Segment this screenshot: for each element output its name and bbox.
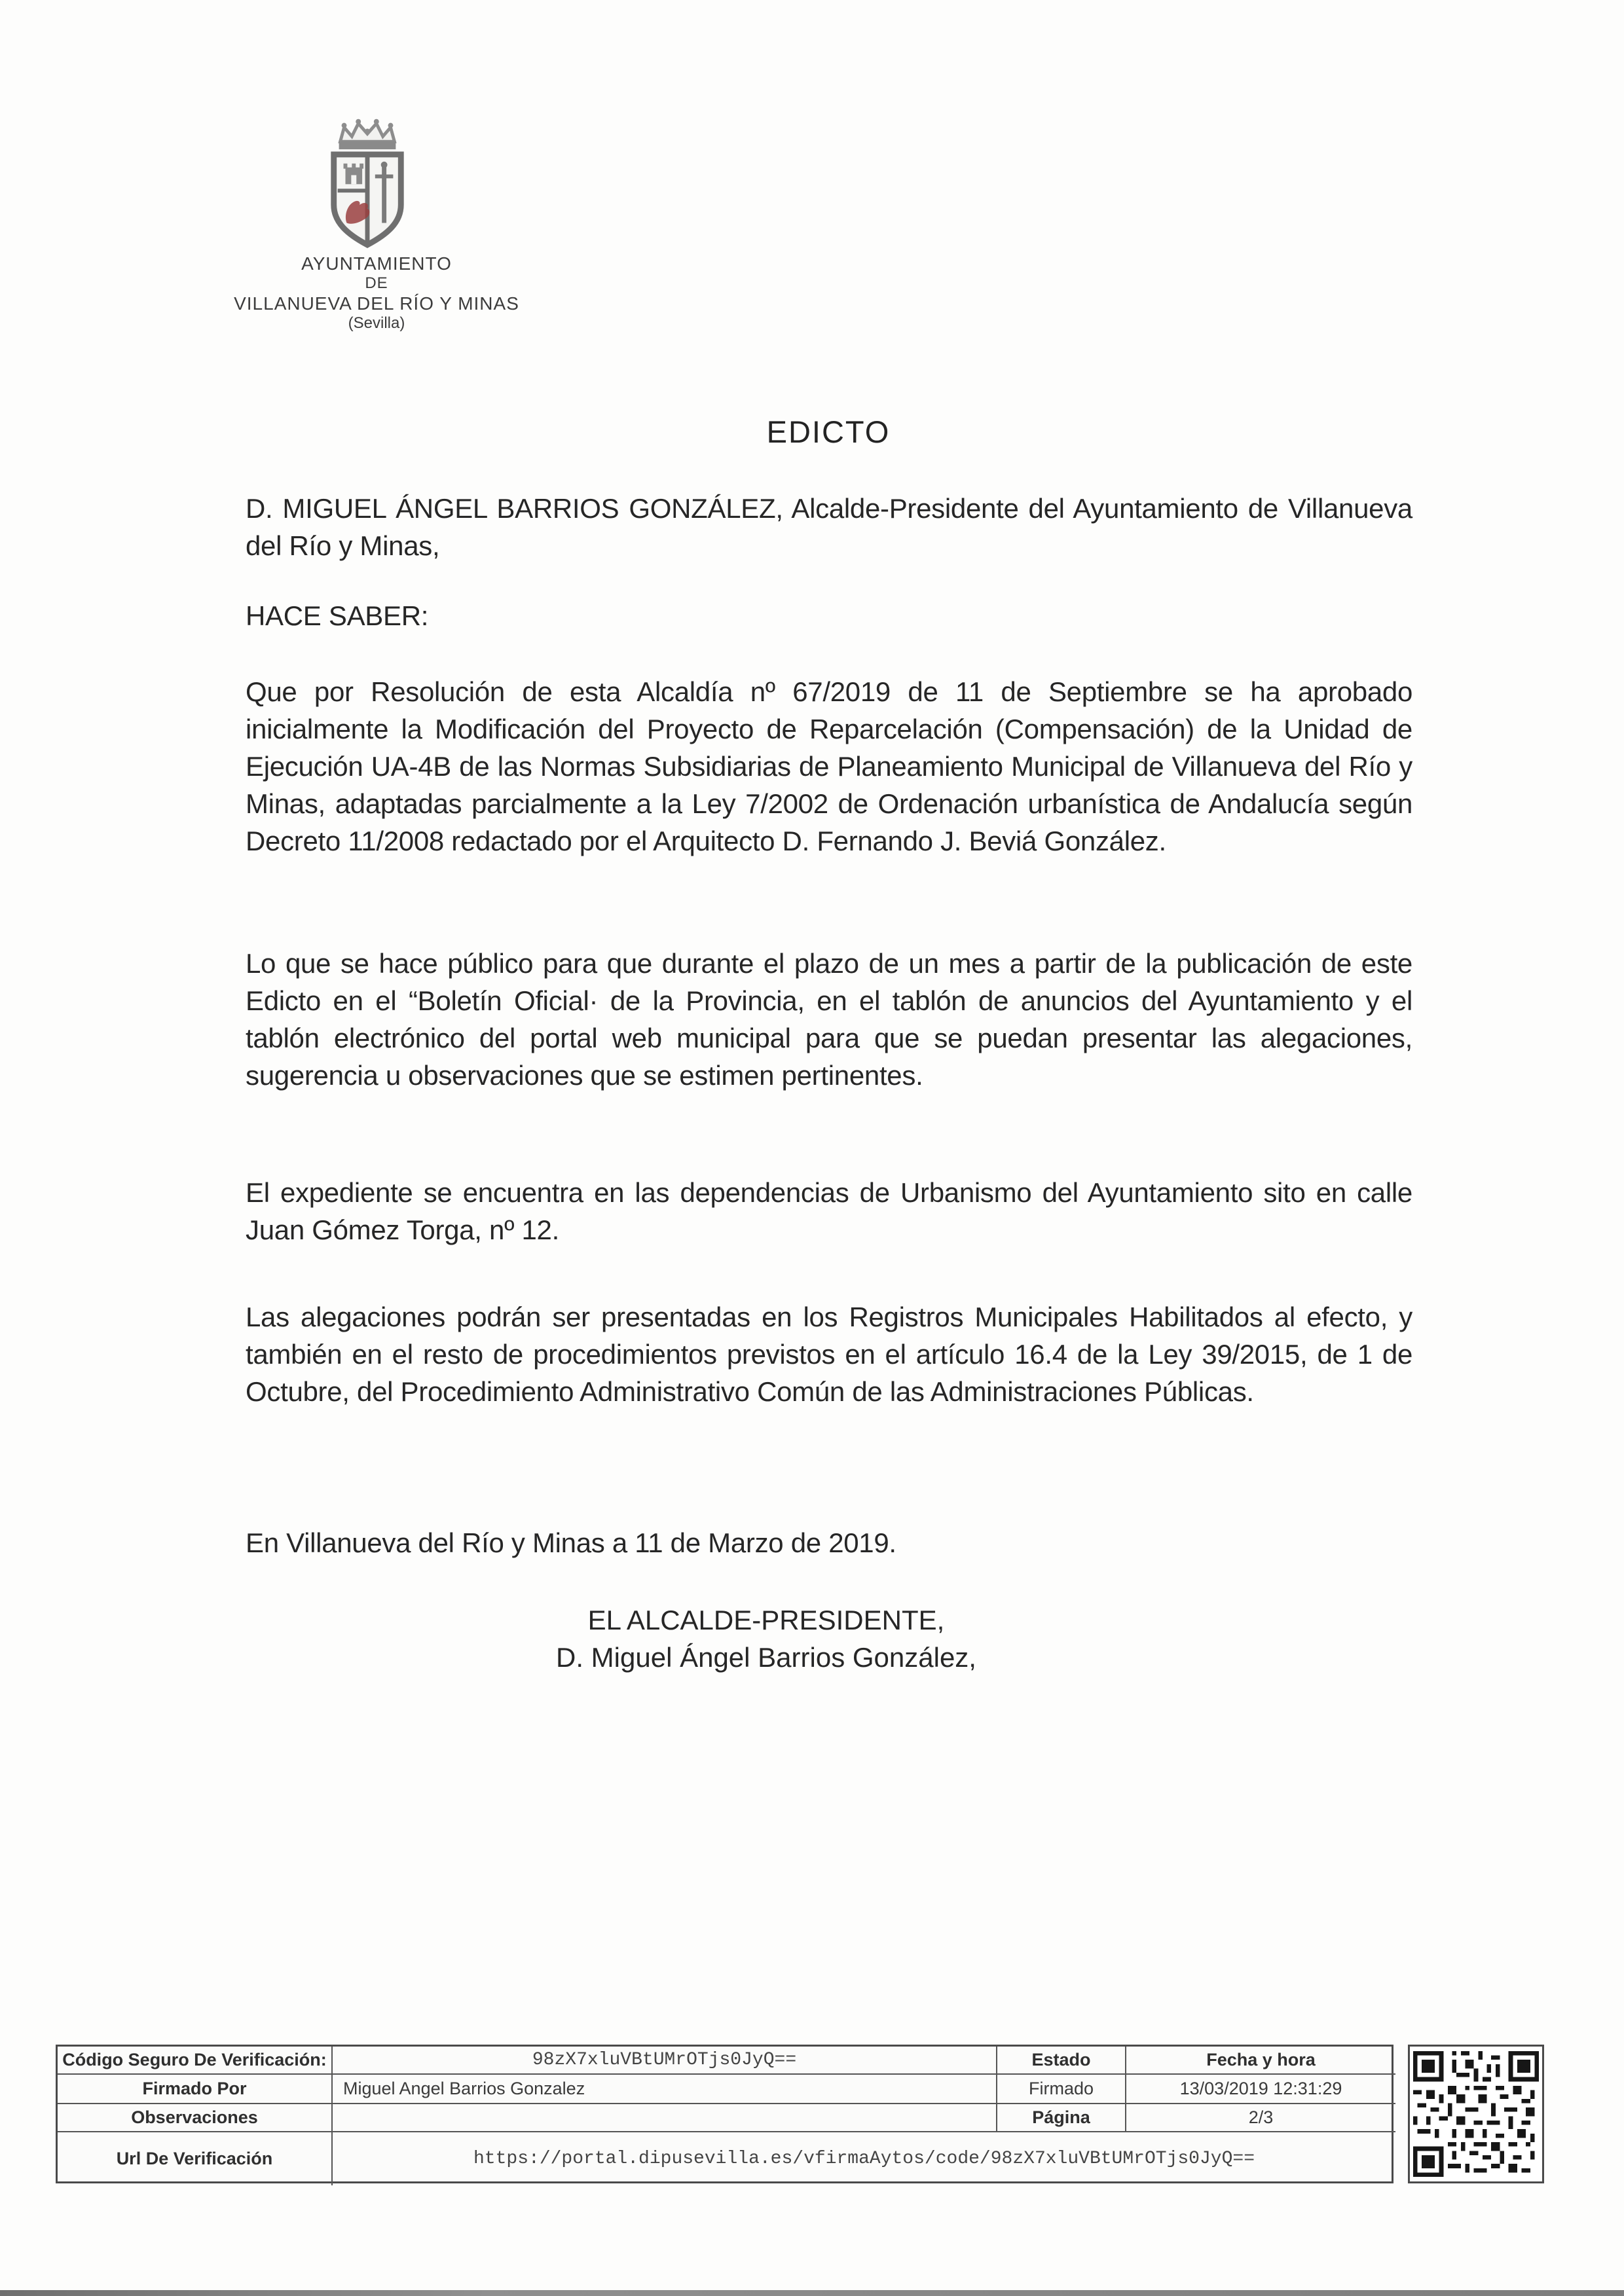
hace-saber-heading: HACE SABER: <box>246 600 429 631</box>
estado-label: Estado <box>997 2047 1126 2075</box>
org-line1: AYUNTAMIENTO <box>301 253 452 274</box>
body-paragraph-1: Que por Resolución de esta Alcaldía nº 67/2019 de 11 de Septiembre se ha aprobado inicialmente la Modificación del Proyecto de Reparcelación (Compensación) de la Unidad de Ejecución UA-4B de las Normas Subsidiarias de Planeamiento Municipal de Villanueva del Río y Minas, adaptadas parcialmente a la Ley 7/2002 de Ordenación urbanística de Andalucía según Decreto 11/2008 redactado por el Arquitecto D. Fernando J. Beviá González. <box>246 676 1412 856</box>
scan-edge-artifact <box>0 2290 1624 2296</box>
body-paragraph-2: Lo que se hace público para que durante el plazo de un mes a partir de la publicación de este Edicto en el “Boletín Oficial· de la Provincia, en el tablón de anuncios del Ayuntamiento y el tablón electrónico del portal web municipal para que se puedan presentar las alegaciones, sugerencia u observaciones que se estimen pertinentes. <box>246 948 1412 1091</box>
observaciones-label: Observaciones <box>58 2104 333 2132</box>
signature-name: D. Miguel Ángel Barrios González, <box>556 1642 976 1673</box>
url-label: Url De Verificación <box>58 2132 333 2185</box>
qr-code-icon <box>1413 2051 1539 2177</box>
org-line3: VILLANUEVA DEL RÍO Y MINAS <box>234 293 519 314</box>
body-paragraph-3: El expediente se encuentra en las dependencias de Urbanismo del Ayuntamiento sito en calle Juan Gómez Torga, nº 12. <box>246 1177 1412 1245</box>
org-name-block <box>210 253 544 333</box>
verification-table <box>56 2045 1393 2183</box>
pagina-value: 2/3 <box>1126 2104 1395 2132</box>
pagina-label: Página <box>997 2104 1126 2132</box>
firmado-por-label: Firmado Por <box>58 2075 333 2104</box>
qr-code-container <box>1408 2045 1544 2183</box>
org-line2: DE <box>365 274 388 293</box>
body-paragraph-4: Las alegaciones podrán ser presentadas en los Registros Municipales Habilitados al efecto, y también en el resto de procedimientos previstos en el artículo 16.4 de la Ley 39/2015, de 1 de Octubre, del Procedimiento Administrativo Común de las Administraciones Públicas. <box>246 1302 1412 1407</box>
page-title: EDICTO <box>766 414 891 449</box>
fecha-value: 13/03/2019 12:31:29 <box>1126 2075 1395 2104</box>
csv-value: 98zX7xluVBtUMrOTjs0JyQ== <box>333 2047 997 2075</box>
csv-label: Código Seguro De Verificación: <box>58 2047 333 2075</box>
date-line: En Villanueva del Río y Minas a 11 de Marzo de 2019. <box>246 1527 896 1558</box>
municipal-coat-of-arms-icon <box>322 108 413 251</box>
org-line4: (Sevilla) <box>348 314 405 333</box>
estado-value: Firmado <box>997 2075 1126 2104</box>
signature-role: EL ALCALDE-PRESIDENTE, <box>587 1605 945 1635</box>
url-value: https://portal.dipusevilla.es/vfirmaAytos/code/98zX7xluVBtUMrOTjs0JyQ== <box>473 2149 1255 2169</box>
firmado-por-value: Miguel Angel Barrios Gonzalez <box>333 2075 997 2104</box>
observaciones-value <box>333 2104 997 2132</box>
fecha-label: Fecha y hora <box>1126 2047 1395 2075</box>
intro-paragraph: D. MIGUEL ÁNGEL BARRIOS GONZÁLEZ, Alcalde-Presidente del Ayuntamiento de Villanueva del Río y Minas, <box>246 493 1412 561</box>
signature-block <box>246 1601 1411 1676</box>
